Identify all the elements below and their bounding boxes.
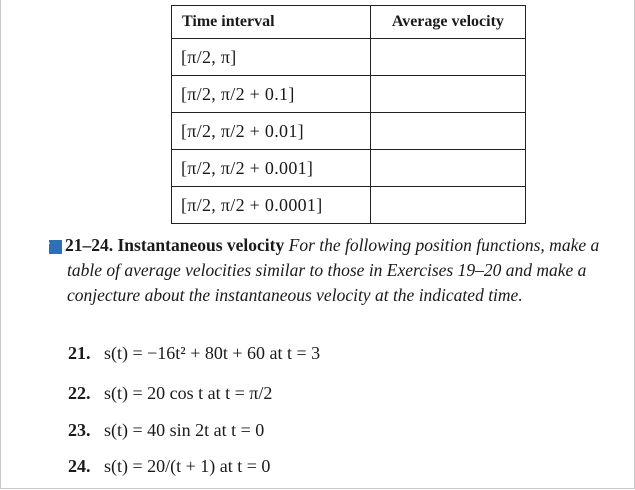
average-velocity-cell xyxy=(370,113,525,150)
problem-number: 24. xyxy=(68,456,91,476)
problem-number: 23. xyxy=(68,420,91,440)
average-velocity-cell xyxy=(370,150,525,187)
technology-badge-icon: T xyxy=(49,240,62,254)
table-row xyxy=(172,187,526,224)
exercise-paragraph xyxy=(43,233,619,308)
problem-text: s(t) = −16t² + 80t + 60 at t = 3 xyxy=(104,343,321,363)
average-velocity-table xyxy=(171,5,526,224)
header-time-interval: Time interval xyxy=(172,6,371,39)
problem-21 xyxy=(68,343,320,364)
time-interval-cell: [π/2, π/2 + 0.001] xyxy=(172,150,371,187)
table-row xyxy=(172,150,526,187)
table-header-row xyxy=(172,6,526,39)
time-interval-cell: [π/2, π] xyxy=(172,39,371,76)
table-row xyxy=(172,113,526,150)
problem-23 xyxy=(68,420,264,441)
exercise-title: Instantaneous velocity xyxy=(117,235,285,255)
table-row xyxy=(172,76,526,113)
average-velocity-cell xyxy=(370,187,525,224)
problem-number: 22. xyxy=(68,383,91,403)
exercise-range: 21–24. xyxy=(65,235,114,255)
problem-22 xyxy=(68,383,272,404)
time-interval-cell: [π/2, π/2 + 0.1] xyxy=(172,76,371,113)
time-interval-cell: [π/2, π/2 + 0.01] xyxy=(172,113,371,150)
average-velocity-cell xyxy=(370,39,525,76)
problem-text: s(t) = 40 sin 2t at t = 0 xyxy=(104,420,265,440)
exercise-instructions xyxy=(43,233,619,308)
exercise-body: For the following position functions, make a table of average velocities similar to those in Exercises 19–20 and make a conjecture about the instantaneous velocity at the indicated time. xyxy=(67,235,600,305)
problem-number: 21. xyxy=(68,343,91,363)
problem-text: s(t) = 20/(t + 1) at t = 0 xyxy=(104,456,271,476)
header-average-velocity: Average velocity xyxy=(370,6,525,39)
time-interval-cell: [π/2, π/2 + 0.0001] xyxy=(172,187,371,224)
problem-24 xyxy=(68,456,270,477)
table-row xyxy=(172,39,526,76)
average-velocity-cell xyxy=(370,76,525,113)
problem-text: s(t) = 20 cos t at t = π/2 xyxy=(104,383,273,403)
